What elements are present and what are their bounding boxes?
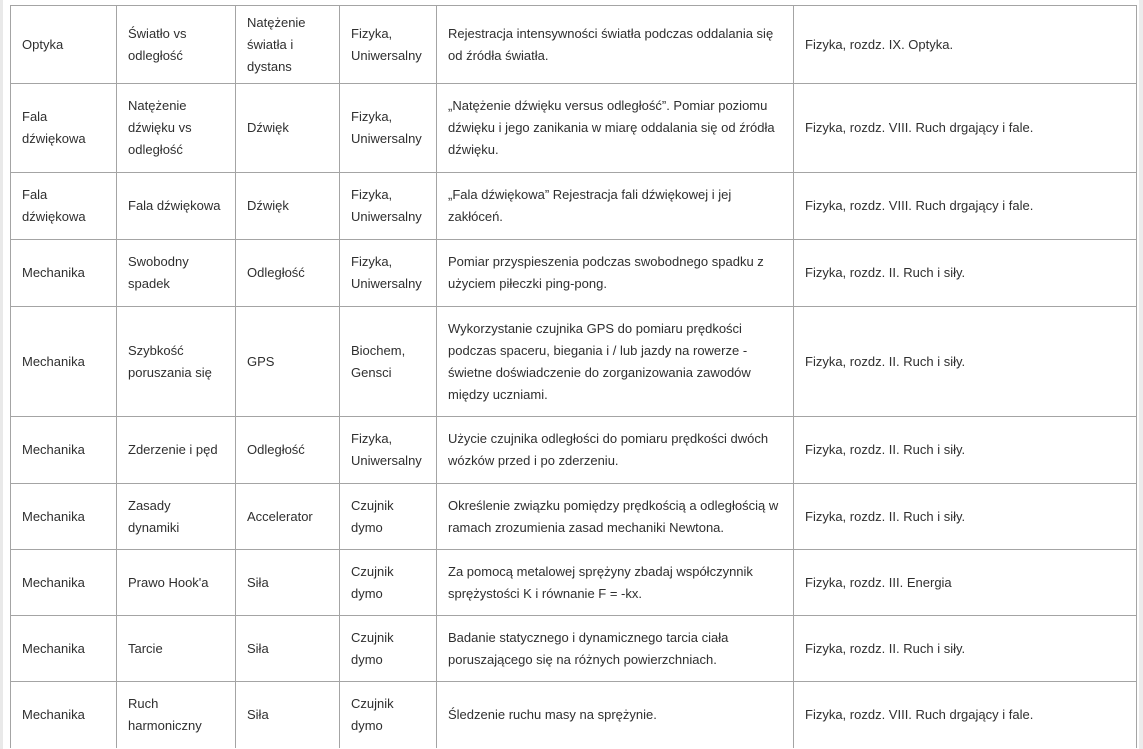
topic-cell: Ruch harmoniczny: [117, 682, 236, 748]
table-row: [11, 84, 1137, 173]
description-cell: Śledzenie ruchu masy na sprężynie.: [437, 682, 794, 748]
sensor-cell: GPS: [236, 307, 340, 417]
sensor-cell: Siła: [236, 550, 340, 616]
sensor-cell: Siła: [236, 616, 340, 682]
sensor-cell: Natężenie światła i dystans: [236, 6, 340, 84]
platform-cell: Czujnik dymo: [340, 682, 437, 748]
curriculum-cell: Fizyka, rozdz. VIII. Ruch drgający i fale.: [794, 173, 1137, 240]
platform-cell: Czujnik dymo: [340, 616, 437, 682]
description-cell: Pomiar przyspieszenia podczas swobodnego spadku z użyciem piłeczki ping-pong.: [437, 240, 794, 307]
scrollbar-track[interactable]: [1139, 0, 1143, 749]
description-cell: Użycie czujnika odległości do pomiaru prędkości dwóch wózków przed i po zderzeniu.: [437, 417, 794, 484]
curriculum-cell: Fizyka, rozdz. II. Ruch i siły.: [794, 616, 1137, 682]
description-cell: „Fala dźwiękowa” Rejestracja fali dźwiękowej i jej zakłóceń.: [437, 173, 794, 240]
sensor-cell: Odległość: [236, 417, 340, 484]
topic-cell: Zderzenie i pęd: [117, 417, 236, 484]
topic-cell: Światło vs odległość: [117, 6, 236, 84]
area-cell: Fala dźwiękowa: [11, 173, 117, 240]
area-cell: Mechanika: [11, 484, 117, 550]
table-row: [11, 550, 1137, 616]
curriculum-cell: Fizyka, rozdz. VIII. Ruch drgający i fale.: [794, 682, 1137, 748]
left-edge-shadow: [0, 0, 3, 749]
platform-cell: Fizyka, Uniwersalny: [340, 6, 437, 84]
topic-cell: Prawo Hook'a: [117, 550, 236, 616]
table-row: [11, 173, 1137, 240]
area-cell: Optyka: [11, 6, 117, 84]
description-cell: „Natężenie dźwięku versus odległość”. Pomiar poziomu dźwięku i jego zanikania w miarę oddalania się od źródła dźwięku.: [437, 84, 794, 173]
curriculum-cell: Fizyka, rozdz. II. Ruch i siły.: [794, 240, 1137, 307]
table-row: [11, 6, 1137, 84]
sensor-cell: Dźwięk: [236, 173, 340, 240]
description-cell: Wykorzystanie czujnika GPS do pomiaru prędkości podczas spaceru, biegania i / lub jazdy na rowerze - świetne doświadczenie do zorganizowania zawodów między uczniami.: [437, 307, 794, 417]
table-row: [11, 484, 1137, 550]
table-row: [11, 682, 1137, 748]
platform-cell: Fizyka, Uniwersalny: [340, 84, 437, 173]
sensor-cell: Odległość: [236, 240, 340, 307]
description-cell: Rejestracja intensywności światła podczas oddalania się od źródła światła.: [437, 6, 794, 84]
area-cell: Mechanika: [11, 550, 117, 616]
description-cell: Badanie statycznego i dynamicznego tarcia ciała poruszającego się na różnych powierzchniach.: [437, 616, 794, 682]
area-cell: Mechanika: [11, 682, 117, 748]
topic-cell: Fala dźwiękowa: [117, 173, 236, 240]
table-row: [11, 616, 1137, 682]
experiments-table: [10, 5, 1137, 748]
sensor-cell: Dźwięk: [236, 84, 340, 173]
table-row: [11, 307, 1137, 417]
area-cell: Fala dźwiękowa: [11, 84, 117, 173]
platform-cell: Czujnik dymo: [340, 550, 437, 616]
area-cell: Mechanika: [11, 616, 117, 682]
curriculum-cell: Fizyka, rozdz. II. Ruch i siły.: [794, 307, 1137, 417]
description-cell: Określenie związku pomiędzy prędkością a odległością w ramach zrozumienia zasad mechaniki Newtona.: [437, 484, 794, 550]
curriculum-cell: Fizyka, rozdz. IX. Optyka.: [794, 6, 1137, 84]
platform-cell: Fizyka, Uniwersalny: [340, 173, 437, 240]
table-row: [11, 240, 1137, 307]
table-row: [11, 417, 1137, 484]
topic-cell: Zasady dynamiki: [117, 484, 236, 550]
area-cell: Mechanika: [11, 417, 117, 484]
platform-cell: Biochem, Gensci: [340, 307, 437, 417]
topic-cell: Tarcie: [117, 616, 236, 682]
topic-cell: Szybkość poruszania się: [117, 307, 236, 417]
topic-cell: Natężenie dźwięku vs odległość: [117, 84, 236, 173]
topic-cell: Swobodny spadek: [117, 240, 236, 307]
platform-cell: Czujnik dymo: [340, 484, 437, 550]
curriculum-cell: Fizyka, rozdz. II. Ruch i siły.: [794, 484, 1137, 550]
area-cell: Mechanika: [11, 240, 117, 307]
area-cell: Mechanika: [11, 307, 117, 417]
platform-cell: Fizyka, Uniwersalny: [340, 240, 437, 307]
description-cell: Za pomocą metalowej sprężyny zbadaj współczynnik sprężystości K i równanie F = -kx.: [437, 550, 794, 616]
sensor-cell: Siła: [236, 682, 340, 748]
platform-cell: Fizyka, Uniwersalny: [340, 417, 437, 484]
sensor-cell: Accelerator: [236, 484, 340, 550]
curriculum-cell: Fizyka, rozdz. VIII. Ruch drgający i fale.: [794, 84, 1137, 173]
curriculum-cell: Fizyka, rozdz. II. Ruch i siły.: [794, 417, 1137, 484]
curriculum-cell: Fizyka, rozdz. III. Energia: [794, 550, 1137, 616]
